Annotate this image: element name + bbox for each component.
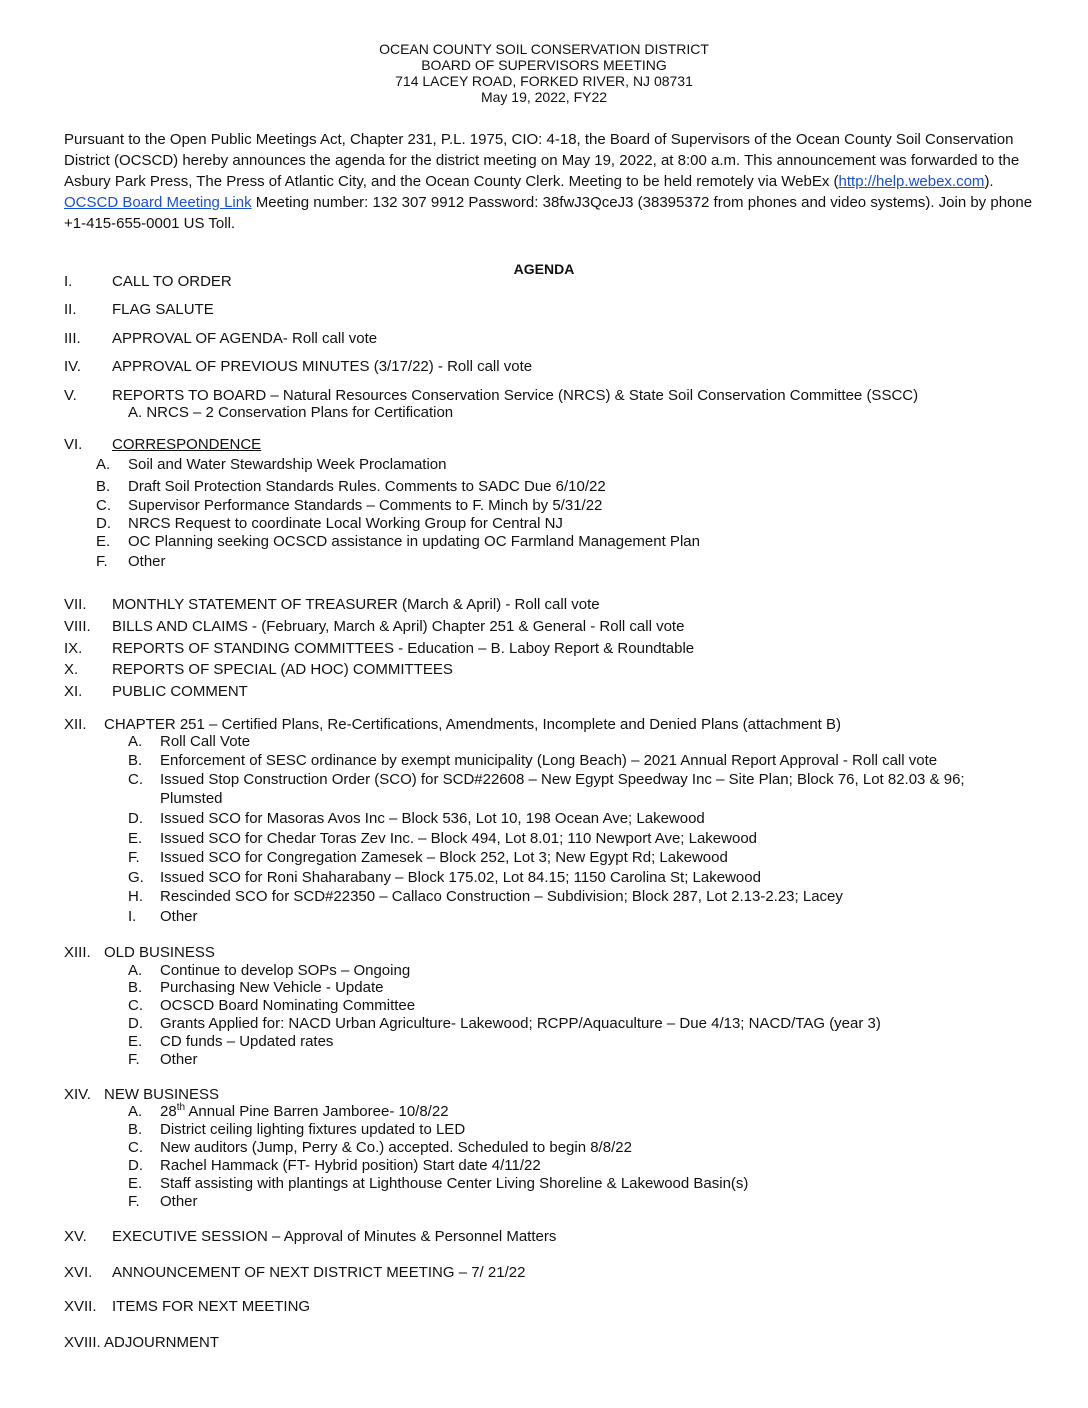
item-number: V.	[64, 387, 77, 404]
item-number: XVIII.	[64, 1334, 101, 1351]
item-text: Rachel Hammack (FT- Hybrid position) Start date 4/11/22	[160, 1157, 541, 1174]
item-letter: A.	[128, 962, 143, 979]
item-number: XI.	[64, 683, 83, 700]
header-address: 714 LACEY ROAD, FORKED RIVER, NJ 08731	[395, 73, 693, 89]
item-letter: B.	[128, 1121, 143, 1138]
intro-text-a: Pursuant to the Open Public Meetings Act, Chapter 231, P.L. 1975, CIO: 4-18, the Board of Supervisors of the Ocean County Soil Conservation District (OCSCD) hereby announces the agenda for the district meeting on May 19, 2022, at 8:00 a.m. This announcement was forwarded to the Asbury Park Press, The Press of Atlantic City, and the Ocean County Clerk. Meeting to be held remotely via WebEx (	[64, 131, 1020, 190]
reports-sub-item	[128, 404, 453, 422]
item-letter: H.	[128, 888, 143, 905]
item-letter: F.	[128, 849, 140, 866]
item-text: REPORTS TO BOARD – Natural Resources Conservation Service (NRCS) & State Soil Conservation Committee (SSCC)	[112, 387, 919, 404]
item-number: VII.	[64, 596, 87, 613]
header-meeting-name: BOARD OF SUPERVISORS MEETING	[421, 57, 667, 73]
item-text: FLAG SALUTE	[112, 301, 214, 318]
item-number: XII.	[64, 716, 87, 733]
item-letter: C.	[128, 771, 143, 788]
item-text: Other	[160, 908, 198, 925]
item-letter: I.	[128, 908, 137, 925]
item-text: Issued SCO for Masoras Avos Inc – Block 536, Lot 10, 198 Ocean Ave; Lakewood	[160, 810, 705, 827]
webex-help-link[interactable]: http://help.webex.com	[838, 173, 985, 190]
item-number: X.	[64, 661, 79, 678]
item-text-number: 28	[160, 1103, 177, 1120]
item-text: Other	[128, 553, 166, 570]
agenda-title: AGENDA	[513, 261, 575, 277]
item-text: PUBLIC COMMENT	[112, 683, 248, 700]
item-letter: D.	[128, 1015, 143, 1032]
header-date: May 19, 2022, FY22	[480, 89, 608, 105]
item-text: Staff assisting with plantings at Lighthouse Center Living Shoreline & Lakewood Basin(s)	[160, 1175, 749, 1192]
item-text: Supervisor Performance Standards – Comments to F. Minch by 5/31/22	[128, 497, 603, 514]
item-letter: F.	[128, 1193, 140, 1210]
item-number: IX.	[64, 640, 83, 657]
item-text-continued: Plumsted	[160, 790, 223, 807]
item-number: XIV.	[64, 1086, 91, 1103]
item-letter: E.	[96, 533, 111, 550]
item-letter: G.	[128, 869, 144, 886]
intro-paragraph	[64, 129, 1034, 234]
item-text: NEW BUSINESS	[104, 1086, 220, 1103]
item-text: Issued SCO for Roni Shaharabany – Block 175.02, Lot 84.15; 1150 Carolina St; Lakewood	[160, 869, 761, 886]
item-text: OCSCD Board Nominating Committee	[160, 997, 416, 1014]
item-letter: D.	[128, 810, 143, 827]
item-text: Roll Call Vote	[160, 733, 251, 750]
item-text: CD funds – Updated rates	[160, 1033, 334, 1050]
item-text: CORRESPONDENCE	[112, 436, 262, 453]
item-letter: D.	[128, 1157, 143, 1174]
item-letter: B.	[128, 979, 143, 996]
item-number: II.	[64, 301, 77, 318]
item-text: NRCS Request to coordinate Local Working Group for Central NJ	[128, 515, 563, 532]
item-text: ANNOUNCEMENT OF NEXT DISTRICT MEETING – 7/ 21/22	[112, 1264, 526, 1281]
item-letter: F.	[128, 1051, 140, 1068]
item-text: Enforcement of SESC ordinance by exempt municipality (Long Beach) – 2021 Annual Report Approval - Roll call vote	[160, 752, 938, 769]
item-text: APPROVAL OF AGENDA- Roll call vote	[112, 330, 378, 347]
item-letter: A.	[128, 733, 143, 750]
item-text: Issued SCO for Congregation Zamesek – Block 252, Lot 3; New Egypt Rd; Lakewood	[160, 849, 728, 866]
item-text: BILLS AND CLAIMS - (February, March & April) Chapter 251 & General - Roll call vote	[112, 618, 685, 635]
intro-text-b: ).	[984, 173, 994, 190]
item-letter: A.	[128, 1103, 143, 1120]
item-letter: E.	[128, 1033, 143, 1050]
item-text: OC Planning seeking OCSCD assistance in updating OC Farmland Management Plan	[128, 533, 700, 550]
item-text: Soil and Water Stewardship Week Proclamation	[128, 456, 447, 473]
item-number: XIII.	[64, 944, 91, 961]
item-number: III.	[64, 330, 81, 347]
item-letter: C.	[128, 1139, 143, 1156]
item-number: VI.	[64, 436, 83, 453]
item-text: A. NRCS – 2 Conservation Plans for Certification	[128, 404, 454, 421]
item-text: Issued Stop Construction Order (SCO) for SCD#22608 – New Egypt Speedway Inc – Site Plan; Block 76, Lot 82.03 & 96;	[160, 771, 965, 788]
item-text: REPORTS OF STANDING COMMITTEES - Education – B. Laboy Report & Roundtable	[112, 640, 695, 657]
item-text: Other	[160, 1193, 198, 1210]
item-text: New auditors (Jump, Perry & Co.) accepted. Scheduled to begin 8/8/22	[160, 1139, 632, 1156]
item-text: Issued SCO for Chedar Toras Zev Inc. – Block 494, Lot 8.01; 110 Newport Ave; Lakewood	[160, 830, 758, 847]
item-text: Purchasing New Vehicle - Update	[160, 979, 384, 996]
item-letter: E.	[128, 830, 143, 847]
header-org-name: OCEAN COUNTY SOIL CONSERVATION DISTRICT	[379, 41, 709, 57]
item-text: EXECUTIVE SESSION – Approval of Minutes & Personnel Matters	[112, 1228, 557, 1245]
item-text: CALL TO ORDER	[112, 273, 232, 290]
item-text: Grants Applied for: NACD Urban Agriculture- Lakewood; RCPP/Aquaculture – Due 4/13; NACD/TAG (year 3)	[160, 1015, 881, 1032]
item-number: IV.	[64, 358, 81, 375]
item-text-rest: Annual Pine Barren Jamboree- 10/8/22	[185, 1103, 449, 1120]
item-text: ADJOURNMENT	[104, 1334, 219, 1351]
item-letter: B.	[128, 752, 143, 769]
item-text: APPROVAL OF PREVIOUS MINUTES (3/17/22) - Roll call vote	[112, 358, 533, 375]
item-number: I.	[64, 273, 73, 290]
intro-text-c: Meeting number: 132 307 9912 Password: 38fwJ3QceJ3 (38395372 from phones and video systems). Join by phone +1-415-655-0001 US Toll.	[64, 194, 1033, 232]
item-number: VIII.	[64, 618, 91, 635]
item-number: XVII.	[64, 1298, 97, 1315]
item-text-superscript: th	[176, 1102, 186, 1113]
item-letter: C.	[96, 497, 111, 514]
board-meeting-link[interactable]: OCSCD Board Meeting Link	[64, 194, 252, 211]
item-text: ITEMS FOR NEXT MEETING	[112, 1298, 311, 1315]
item-text: REPORTS OF SPECIAL (AD HOC) COMMITTEES	[112, 661, 453, 678]
item-letter: F.	[96, 553, 108, 570]
item-text: MONTHLY STATEMENT OF TREASURER (March & April) - Roll call vote	[112, 596, 600, 613]
item-text: CHAPTER 251 – Certified Plans, Re-Certifications, Amendments, Incomplete and Denied Plans (attachment B)	[104, 716, 842, 733]
item-number: XV.	[64, 1228, 87, 1245]
item-letter: B.	[96, 478, 111, 495]
item-text: Other	[160, 1051, 198, 1068]
item-letter: C.	[128, 997, 143, 1014]
item-text: Draft Soil Protection Standards Rules. Comments to SADC Due 6/10/22	[128, 478, 606, 495]
item-letter: A.	[96, 456, 111, 473]
item-text: Rescinded SCO for SCD#22350 – Callaco Construction – Subdivision; Block 287, Lot 2.13-2.23; Lacey	[160, 888, 843, 905]
item-letter: D.	[96, 515, 111, 532]
item-text: Continue to develop SOPs – Ongoing	[160, 962, 411, 979]
item-number: XVI.	[64, 1264, 93, 1281]
item-letter: E.	[128, 1175, 143, 1192]
document-header	[0, 41, 1088, 105]
item-text	[160, 1103, 449, 1121]
item-text: OLD BUSINESS	[104, 944, 215, 961]
item-text: District ceiling lighting fixtures updated to LED	[160, 1121, 466, 1138]
